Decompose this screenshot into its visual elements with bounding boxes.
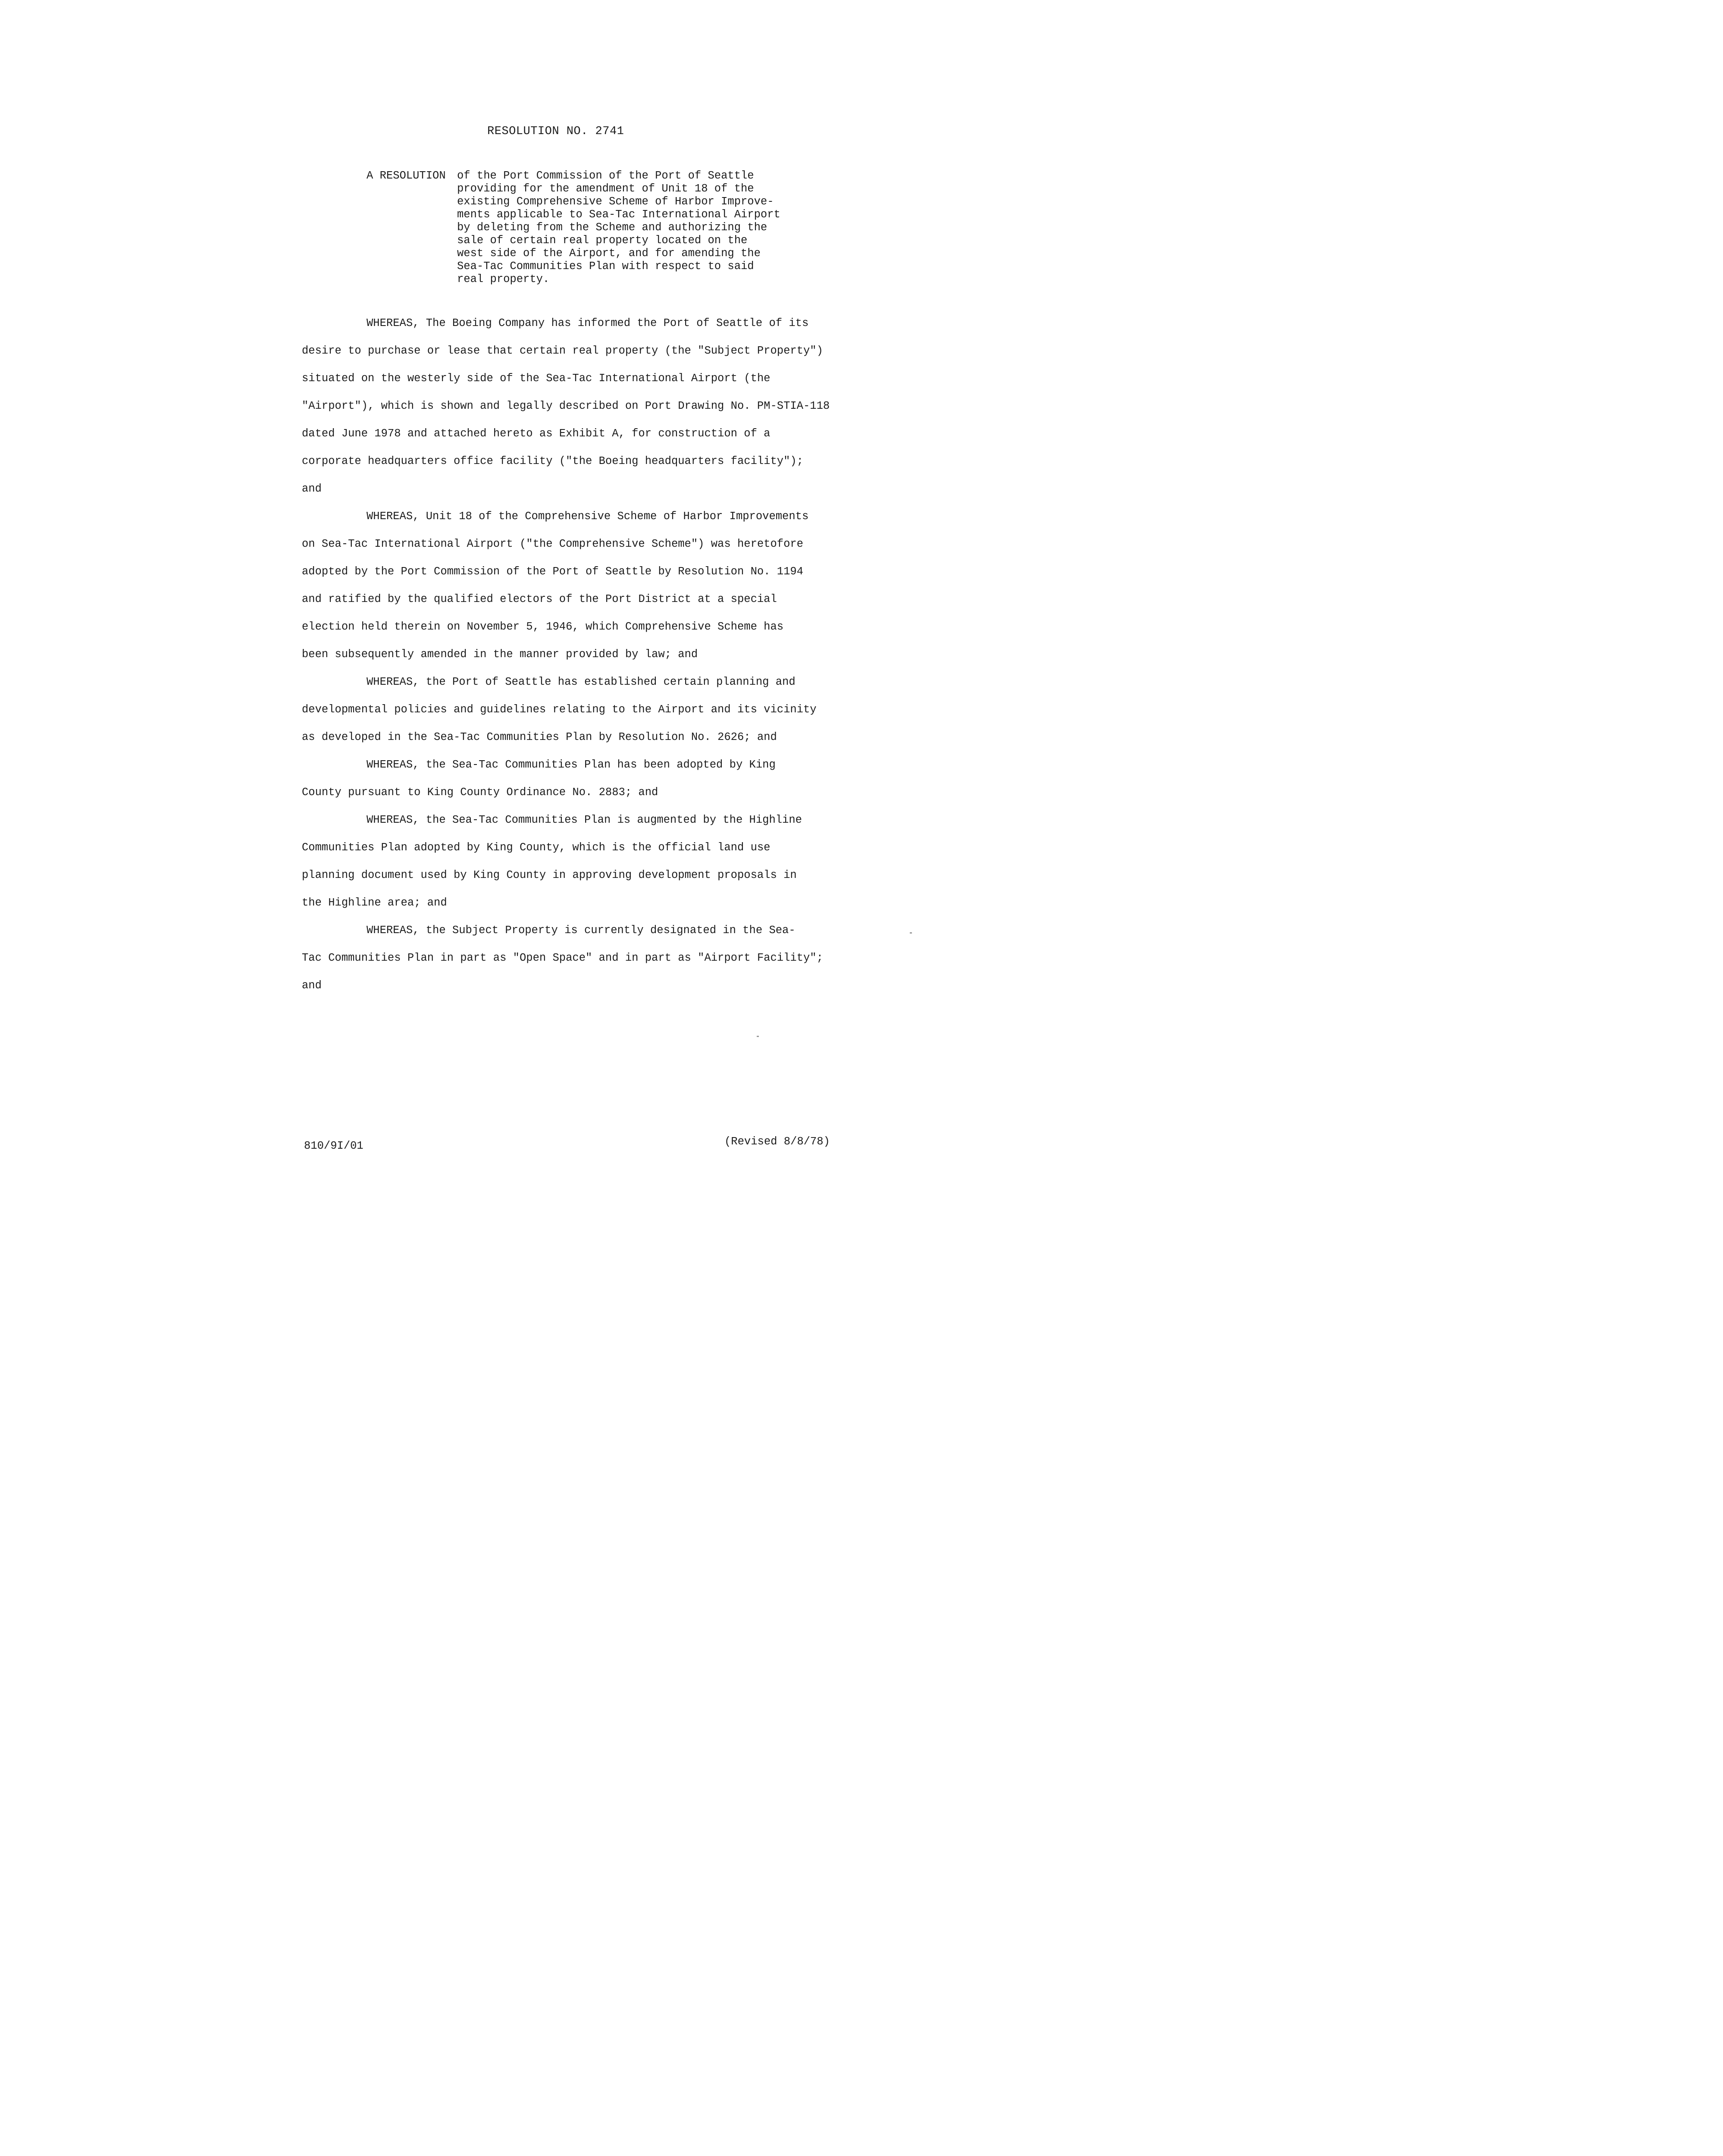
body-line: WHEREAS, the Sea-Tac Communities Plan is augmented by the Highline (367, 814, 802, 826)
preamble-line: existing Comprehensive Scheme of Harbor Improve- (457, 195, 774, 208)
preamble-body (457, 169, 888, 286)
preamble-line: ments applicable to Sea-Tac International Airport (457, 208, 780, 221)
resolution-body (302, 317, 888, 1007)
body-line: and (302, 483, 322, 495)
scan-speck (910, 932, 912, 934)
body-line: WHEREAS, the Sea-Tac Communities Plan has been adopted by King (367, 758, 776, 771)
body-line: as developed in the Sea-Tac Communities Plan by Resolution No. 2626; and (302, 731, 777, 743)
body-line: and (302, 979, 322, 992)
body-line: planning document used by King County in approving development proposals in (302, 869, 797, 881)
revision-note: (Revised 8/8/78) (724, 1135, 830, 1148)
preamble-line: west side of the Airport, and for amending the (457, 247, 761, 260)
body-line: election held therein on November 5, 1946, which Comprehensive Scheme has (302, 620, 784, 633)
body-line: been subsequently amended in the manner provided by law; and (302, 648, 698, 661)
body-line: Tac Communities Plan in part as "Open Space" and in part as "Airport Facility"; (302, 952, 823, 964)
body-line: corporate headquarters office facility ("the Boeing headquarters facility"); (302, 455, 803, 467)
body-line: WHEREAS, The Boeing Company has informed the Port of Seattle of its (367, 317, 809, 329)
body-line: WHEREAS, the Subject Property is currently designated in the Sea- (367, 924, 796, 937)
body-line: developmental policies and guidelines relating to the Airport and its vicinity (302, 703, 817, 716)
preamble-line: real property. (457, 273, 550, 285)
body-line: adopted by the Port Commission of the Port of Seattle by Resolution No. 1194 (302, 565, 803, 578)
preamble-line: Sea-Tac Communities Plan with respect to said (457, 260, 754, 273)
body-line: WHEREAS, the Port of Seattle has established certain planning and (367, 676, 796, 688)
body-line: Communities Plan adopted by King County, which is the official land use (302, 841, 771, 854)
resolution-title: RESOLUTION NO. 2741 (487, 125, 624, 138)
body-line: on Sea-Tac International Airport ("the Comprehensive Scheme") was heretofore (302, 538, 803, 550)
body-line: desire to purchase or lease that certain real property (the "Subject Property") (302, 345, 823, 357)
preamble-line: sale of certain real property located on the (457, 234, 748, 247)
body-line: "Airport"), which is shown and legally described on Port Drawing No. PM-STIA-118 (302, 400, 830, 412)
preamble-lead: A RESOLUTION (367, 169, 446, 182)
body-line: WHEREAS, Unit 18 of the Comprehensive Scheme of Harbor Improvements (367, 510, 809, 523)
body-line: situated on the westerly side of the Sea-Tac International Airport (the (302, 372, 771, 385)
body-line: County pursuant to King County Ordinance No. 2883; and (302, 786, 658, 799)
preamble-line: by deleting from the Scheme and authorizing the (457, 221, 768, 234)
body-line: and ratified by the qualified electors of the Port District at a special (302, 593, 777, 605)
scan-speck (757, 1036, 759, 1037)
body-line: the Highline area; and (302, 896, 447, 909)
preamble-line: of the Port Commission of the Port of Seattle (457, 169, 754, 182)
body-line: dated June 1978 and attached hereto as Exhibit A, for construction of a (302, 427, 771, 440)
document-code: 810/9I/01 (304, 1140, 363, 1152)
preamble-line: providing for the amendment of Unit 18 of the (457, 182, 754, 195)
